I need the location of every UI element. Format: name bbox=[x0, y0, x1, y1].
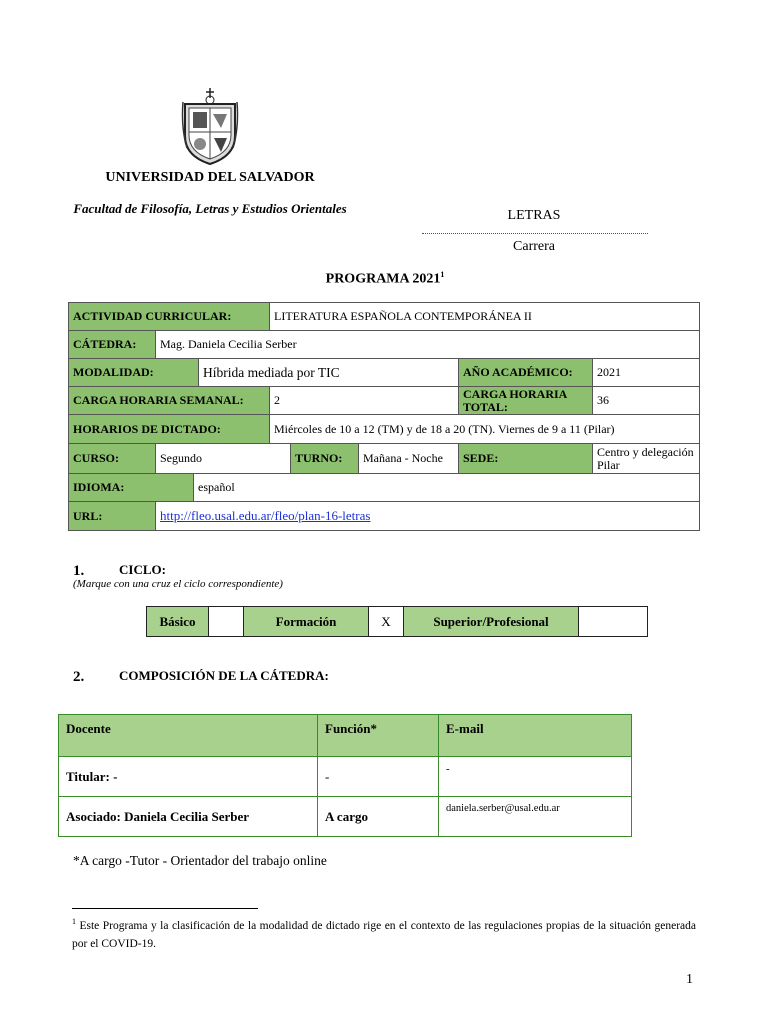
url-label: URL: bbox=[68, 501, 156, 531]
row1-funcion: - bbox=[317, 756, 439, 797]
curso-label: CURSO: bbox=[68, 443, 156, 474]
col-header-funcion: Función* bbox=[317, 714, 439, 757]
university-crest-icon bbox=[181, 88, 239, 166]
carga-total-value: 36 bbox=[592, 386, 700, 415]
col-header-email: E-mail bbox=[438, 714, 632, 757]
university-name: UNIVERSIDAD DEL SALVADOR bbox=[105, 170, 315, 185]
footnote bbox=[72, 913, 696, 953]
footnote-text: Este Programa y la clasificación de la modalidad de dictado rige en el contexto de las regulaciones propias de la situación generada por el COVID-19. bbox=[72, 919, 696, 950]
program-url-link[interactable]: http://fleo.usal.edu.ar/fleo/plan-16-letras bbox=[160, 508, 371, 523]
catedra-value: Mag. Daniela Cecilia Serber bbox=[155, 330, 700, 359]
program-title bbox=[260, 270, 510, 288]
carga-semanal-value: 2 bbox=[269, 386, 459, 415]
ciclo-mark-basico[interactable] bbox=[208, 606, 244, 637]
row2-email: daniela.serber@usal.edu.ar bbox=[438, 796, 632, 837]
sede-label: SEDE: bbox=[458, 443, 593, 474]
section-2-number: 2. bbox=[73, 669, 85, 685]
carga-semanal-label: CARGA HORARIA SEMANAL: bbox=[68, 386, 270, 415]
ciclo-mark-superior[interactable] bbox=[578, 606, 648, 637]
ciclo-option-superior: Superior/Profesional bbox=[403, 606, 579, 637]
curso-value: Segundo bbox=[155, 443, 291, 474]
section-2-title: COMPOSICIÓN DE LA CÁTEDRA: bbox=[119, 668, 329, 683]
sede-value: Centro y delegación Pilar bbox=[592, 443, 700, 474]
career-dotted-line bbox=[422, 233, 648, 234]
program-title-text: PROGRAMA 2021 bbox=[325, 271, 441, 287]
horarios-label: HORARIOS DE DICTADO: bbox=[68, 414, 270, 444]
ciclo-option-basico: Básico bbox=[146, 606, 209, 637]
anio-label: AÑO ACADÉMICO: bbox=[458, 358, 593, 387]
ciclo-instruction: (Marque con una cruz el ciclo correspondiente) bbox=[73, 578, 283, 590]
modalidad-label: MODALIDAD: bbox=[68, 358, 199, 387]
page-number: 1 bbox=[686, 972, 693, 987]
col-header-docente: Docente bbox=[58, 714, 318, 757]
footnote-mark: 1 bbox=[72, 917, 76, 926]
career-label: Carrera bbox=[513, 239, 555, 254]
turno-value: Mañana - Noche bbox=[358, 443, 459, 474]
actividad-label: ACTIVIDAD CURRICULAR: bbox=[68, 302, 270, 331]
actividad-value: LITERATURA ESPAÑOLA CONTEMPORÁNEA II bbox=[269, 302, 700, 331]
idioma-value: español bbox=[193, 473, 700, 502]
career-value: LETRAS bbox=[507, 208, 561, 223]
faculty-name: Facultad de Filosofía, Letras y Estudios Orientales bbox=[73, 201, 347, 216]
row1-email: - bbox=[438, 756, 632, 797]
row2-funcion: A cargo bbox=[317, 796, 439, 837]
carga-total-label: CARGA HORARIA TOTAL: bbox=[458, 386, 593, 415]
ciclo-option-formacion: Formación bbox=[243, 606, 369, 637]
section-1-title: CICLO: bbox=[119, 562, 166, 577]
anio-value: 2021 bbox=[592, 358, 700, 387]
footnote-separator bbox=[72, 908, 258, 909]
horarios-value: Miércoles de 10 a 12 (TM) y de 18 a 20 (TN). Viernes de 9 a 11 (Pilar) bbox=[269, 414, 700, 444]
catedra-label: CÁTEDRA: bbox=[68, 330, 156, 359]
turno-label: TURNO: bbox=[290, 443, 359, 474]
section-1-number: 1. bbox=[73, 563, 85, 579]
row2-docente: Asociado: Daniela Cecilia Serber bbox=[58, 796, 318, 837]
row1-docente: Titular: - bbox=[58, 756, 318, 797]
idioma-label: IDIOMA: bbox=[68, 473, 194, 502]
modalidad-value: Híbrida mediada por TIC bbox=[198, 358, 459, 387]
composicion-note: *A cargo -Tutor - Orientador del trabajo online bbox=[73, 853, 327, 868]
url-cell bbox=[155, 501, 700, 531]
ciclo-mark-formacion[interactable]: X bbox=[368, 606, 404, 637]
program-footnote-mark: 1 bbox=[440, 270, 445, 279]
